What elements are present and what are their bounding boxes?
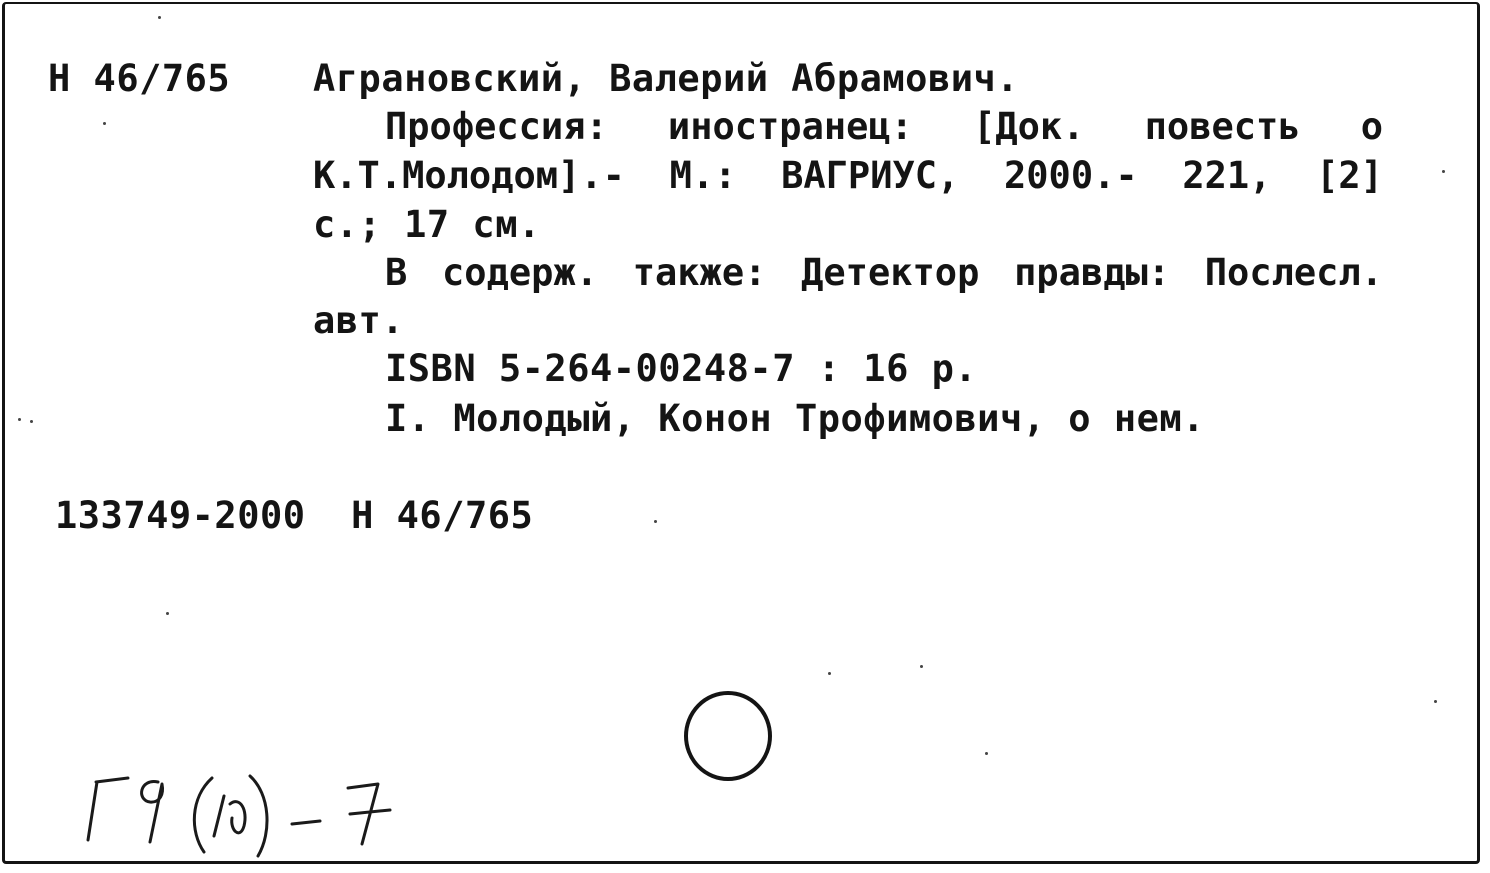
punch-hole bbox=[683, 690, 773, 782]
dust-speck bbox=[828, 672, 831, 675]
title-line-3: с.; 17 см. bbox=[313, 203, 541, 246]
dust-speck bbox=[18, 418, 21, 421]
contents-line-1: В содерж. также: Детектор правды: Послесл. bbox=[385, 251, 1383, 294]
author-heading: Аграновский, Валерий Абрамович. bbox=[313, 57, 1020, 100]
dust-speck bbox=[158, 16, 161, 19]
dust-speck bbox=[30, 420, 33, 423]
dust-speck bbox=[103, 122, 106, 125]
dust-speck bbox=[985, 752, 988, 755]
call-number: Н 46/765 bbox=[48, 57, 231, 100]
accession-number: 133749-2000 Н 46/765 bbox=[55, 494, 534, 537]
dust-speck bbox=[920, 665, 923, 668]
title-line-2: К.Т.Молодом].- М.: ВАГРИУС, 2000.- 221, [2] bbox=[313, 154, 1383, 197]
contents-line-2: авт. bbox=[313, 299, 405, 342]
dust-speck bbox=[1434, 700, 1437, 703]
subject-line: I. Молодый, Конон Трофимович, о нем. bbox=[385, 397, 1205, 440]
dust-speck bbox=[654, 520, 657, 523]
title-line-1: Профессия: иностранец: [Док. повесть о bbox=[385, 105, 1383, 148]
isbn-line: ISBN 5-264-00248-7 : 16 р. bbox=[385, 347, 978, 390]
dust-speck bbox=[166, 612, 169, 615]
handwritten-classification bbox=[80, 770, 420, 860]
dust-speck bbox=[1442, 170, 1445, 173]
